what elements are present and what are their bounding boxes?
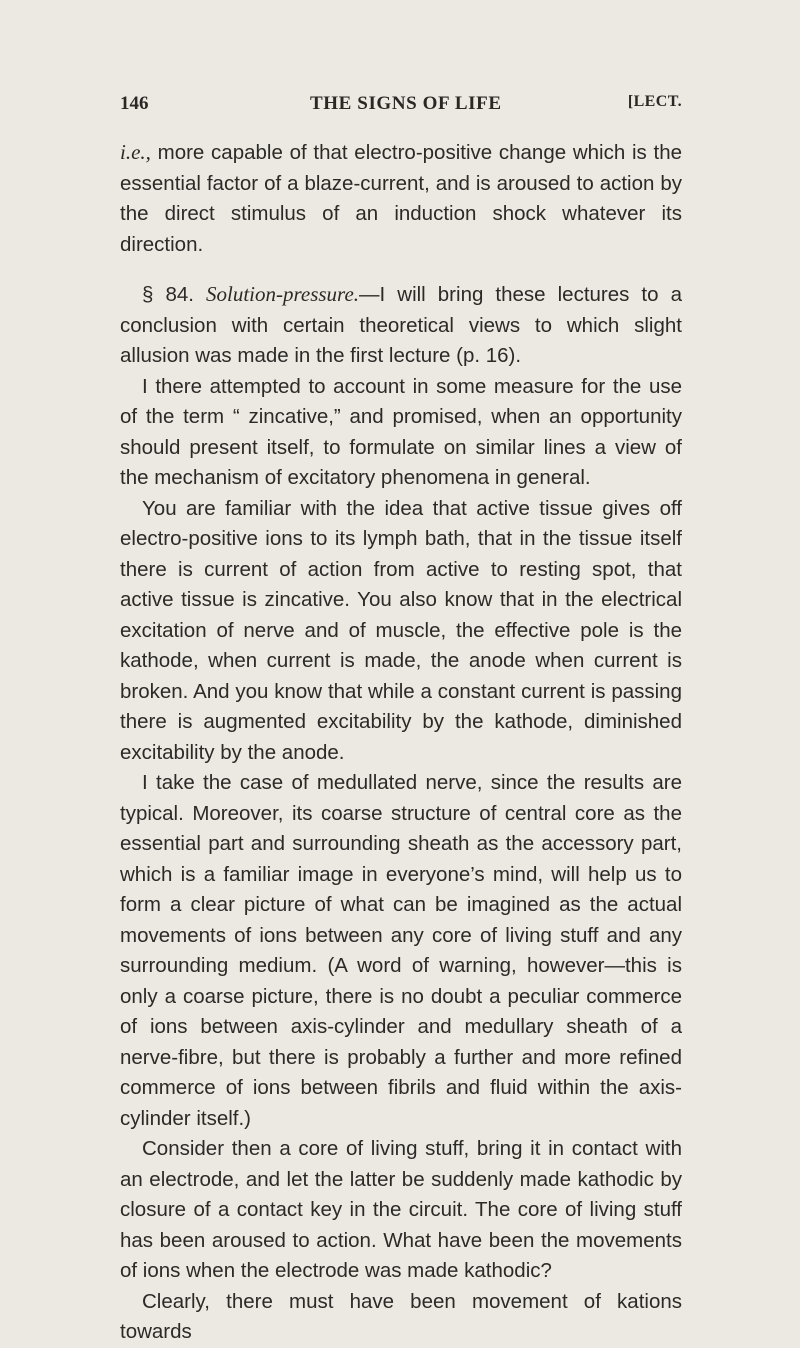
paragraph [120, 1287, 682, 1348]
section-label: § 84. [142, 283, 194, 306]
section-heading: Solution-pressure. [206, 282, 360, 306]
paragraph [120, 372, 682, 494]
running-head [120, 93, 682, 121]
body-text [120, 137, 682, 1348]
paragraph-text: Clearly, there must have been movement of kations towards [120, 1289, 682, 1343]
paragraph-continuation [120, 137, 682, 260]
paragraph-text: I take the case of medullated nerve, since the results are typical. Moreover, its coarse structure of central core as the essential part and surrounding sheath as the accessory part, which is a familiar image in everyone’s mind, will help us to form a clear picture of what can be imagined as the actual movements of ions between any core of living stuff and any surrounding medium. (A word of warning, however—this is only a coarse picture, there is no doubt a peculiar commerce of ions between axis-cylinder and medullary sheath of a nerve-fibre, but there is probably a further and more refined commerce of ions between fibrils and fluid within the axis-cylinder itself.) [120, 771, 682, 1130]
running-title: THE SIGNS OF LIFE [310, 93, 502, 114]
paragraph-text: more capable of that electro-positive change which is the essential factor of a blaze-current, and is aroused to action by the direct stimulus of an induction shock whatever its direction. [120, 141, 682, 256]
paragraph-text: I there attempted to account in some measure for the use of the term “ zincative,” and promised, when an opportunity should present itself, to formulate on similar lines a view of the mechanism of excitatory phenomena in general. [120, 374, 682, 489]
paragraph-text: Consider then a core of living stuff, bring it in contact with an electrode, and let the latter be suddenly made kathodic by closure of a contact key in the circuit. The core of living stuff has been aroused to action. What have been the movements of ions when the electrode was made kathodic? [120, 1137, 682, 1282]
paragraph-text: You are familiar with the idea that active tissue gives off electro-positive ions to its lymph bath, that in the tissue itself there is current of action from active to resting spot, that active tissue is zincative. You also know that in the electrical excitation of nerve and of muscle, the effective pole is the kathode, when current is made, the anode when current is broken. And you know that while a constant current is passing there is augmented excitability by the kathode, diminished excitability by the anode. [120, 496, 682, 764]
paragraph [120, 1134, 682, 1287]
paragraph-text: —I will bring these lectures to a conclusion with certain theoretical views to which slight allusion was made in the first lecture (p. 16). [120, 283, 682, 367]
paragraph [120, 768, 682, 1134]
page-number: 146 [120, 93, 149, 114]
abbreviation-ie: i.e., [120, 140, 151, 164]
section-mark: [LECT. [627, 93, 682, 110]
paragraph [120, 494, 682, 769]
paragraph-section-84 [120, 279, 682, 372]
